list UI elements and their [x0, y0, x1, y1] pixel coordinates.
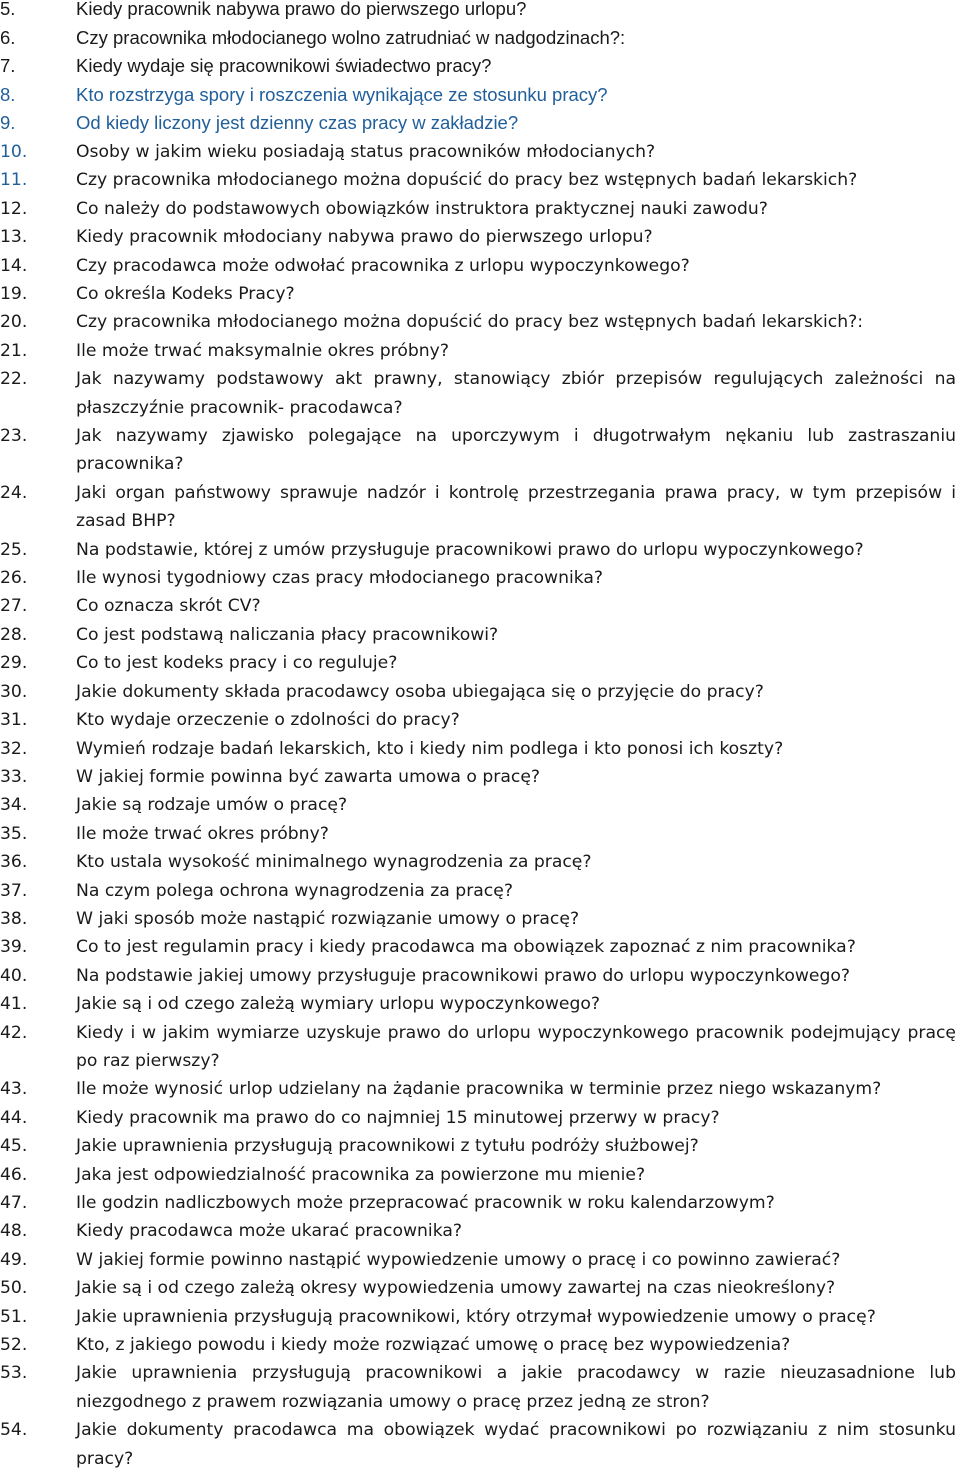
- question-text: Jak nazywamy zjawisko polegające na uporczywym i długotrwałym nękaniu lub zastraszaniu pracownika?: [76, 426, 956, 475]
- item-number: 45.: [0, 1136, 28, 1157]
- question-text: Co to jest kodeks pracy i co reguluje?: [76, 653, 398, 674]
- question-text: Co to jest regulamin pracy i kiedy pracodawca ma obowiązek zapoznać z nim pracownika?: [76, 937, 856, 958]
- question-text: Jakie są rodzaje umów o pracę?: [76, 795, 348, 816]
- list-item: [0, 1132, 956, 1160]
- question-text: Kiedy i w jakim wymiarze uzyskuje prawo do urlopu wypoczynkowego pracownik podejmujący pracę po raz pierwszy?: [76, 1022, 956, 1071]
- question-text: Na podstawie, której z umów przysługuje pracownikowi prawo do urlopu wypoczynkowego?: [76, 539, 864, 560]
- list-item: [0, 138, 956, 166]
- list-item: [0, 820, 956, 848]
- list-item: [0, 1274, 956, 1302]
- item-number: 39.: [0, 937, 28, 958]
- item-number: 52.: [0, 1335, 28, 1356]
- item-number: 49.: [0, 1249, 28, 1270]
- item-number: 54.: [0, 1420, 28, 1441]
- item-number: 38.: [0, 908, 28, 929]
- item-number: 11.: [0, 170, 28, 191]
- question-text: Czy pracodawca może odwołać pracownika z urlopu wypoczynkowego?: [76, 255, 690, 276]
- list-item: [0, 280, 956, 308]
- item-number: 32.: [0, 738, 28, 759]
- question-text: Kiedy pracownik młodociany nabywa prawo do pierwszego urlopu?: [76, 227, 653, 248]
- list-item: [0, 564, 956, 592]
- list-item: [0, 962, 956, 990]
- list-item: [0, 81, 956, 110]
- item-number: 42.: [0, 1022, 28, 1043]
- item-number: 41.: [0, 994, 28, 1015]
- question-text: Na czym polega ochrona wynagrodzenia za pracę?: [76, 880, 513, 901]
- item-number: 53.: [0, 1363, 28, 1384]
- list-item: [0, 52, 956, 81]
- question-text: Kiedy pracodawca może ukarać pracownika?: [76, 1221, 462, 1242]
- question-text: Co oznacza skrót CV?: [76, 596, 261, 617]
- item-number: 35.: [0, 823, 28, 844]
- question-text: Na podstawie jakiej umowy przysługuje pracownikowi prawo do urlopu wypoczynkowego?: [76, 965, 851, 986]
- list-item: [0, 706, 956, 734]
- question-text: Kto, z jakiego powodu i kiedy może rozwiązać umowę o pracę bez wypowiedzenia?: [76, 1335, 791, 1356]
- list-item: [0, 252, 956, 280]
- item-number: 50.: [0, 1278, 28, 1299]
- item-number: 47.: [0, 1193, 28, 1213]
- list-item: [0, 678, 956, 706]
- item-number: 29.: [0, 653, 28, 674]
- item-number: 48.: [0, 1221, 28, 1242]
- question-text: Jakie uprawnienia przysługują pracownikowi z tytułu podróży służbowej?: [76, 1136, 699, 1157]
- question-text: Jakie dokumenty pracodawca ma obowiązek wydać pracownikowi po rozwiązaniu z nim stosunku pracy?: [76, 1420, 956, 1469]
- item-number: 12.: [0, 198, 28, 219]
- item-number: 19.: [0, 284, 28, 304]
- list-item: [0, 1359, 956, 1416]
- question-text: Ile może trwać maksymalnie okres próbny?: [76, 340, 449, 361]
- question-text: Jakie uprawnienia przysługują pracownikowi a jakie pracodawcy w razie nieuzasadnione lub niezgodnego z prawem rozwiązania umowy o pracę przez jedną ze stron?: [76, 1363, 956, 1412]
- list-item: [0, 791, 956, 819]
- item-number: 27.: [0, 596, 28, 617]
- question-text: Co określa Kodeks Pracy?: [76, 284, 295, 304]
- list-item: [0, 479, 956, 536]
- item-number: 46.: [0, 1164, 28, 1185]
- item-number: 43.: [0, 1079, 28, 1100]
- list-item: [0, 1189, 956, 1217]
- list-item: [0, 1161, 956, 1189]
- question-text: Osoby w jakim wieku posiadają status pracowników młodocianych?: [76, 141, 656, 162]
- list-item: [0, 0, 956, 24]
- question-text: Czy pracownika młodocianego wolno zatrudniać w nadgodzinach?:: [76, 26, 626, 48]
- list-item: [0, 621, 956, 649]
- list-item: [0, 848, 956, 876]
- item-number: 5.: [0, 0, 16, 19]
- list-item: [0, 195, 956, 223]
- item-number: 7.: [0, 55, 16, 77]
- list-item: [0, 365, 956, 422]
- list-item: [0, 1217, 956, 1245]
- list-item: [0, 1246, 956, 1274]
- item-number: 10.: [0, 141, 28, 162]
- list-item: [0, 422, 956, 479]
- item-number: 30.: [0, 681, 28, 702]
- item-number: 23.: [0, 426, 28, 447]
- list-item: [0, 1075, 956, 1103]
- item-number: 25.: [0, 539, 28, 560]
- question-text: Ile może wynosić urlop udzielany na żądanie pracownika w terminie przez niego wskazanym?: [76, 1079, 882, 1100]
- question-text: Ile może trwać okres próbny?: [76, 823, 329, 844]
- item-number: 9.: [0, 112, 16, 134]
- question-text: Jakie są i od czego zależą wymiary urlopu wypoczynkowego?: [76, 994, 601, 1015]
- question-text: Co jest podstawą naliczania płacy pracownikowi?: [76, 624, 499, 645]
- item-number: 24.: [0, 482, 28, 503]
- item-number: 13.: [0, 227, 28, 248]
- question-text: Czy pracownika młodocianego można dopuścić do pracy bez wstępnych badań lekarskich?: [76, 170, 858, 191]
- item-number: 8.: [0, 83, 16, 105]
- item-number: 14.: [0, 255, 28, 276]
- list-item: [0, 990, 956, 1018]
- question-text: Kiedy pracownik ma prawo do co najmniej 15 minutowej przerwy w pracy?: [76, 1107, 720, 1128]
- item-number: 26.: [0, 568, 28, 589]
- list-item: [0, 536, 956, 564]
- question-text: W jaki sposób może nastąpić rozwiązanie umowy o pracę?: [76, 908, 580, 929]
- item-number: 44.: [0, 1107, 28, 1128]
- question-text: W jakiej formie powinna być zawarta umowa o pracę?: [76, 766, 541, 787]
- question-text: Czy pracownika młodocianego można dopuścić do pracy bez wstępnych badań lekarskich?:: [76, 312, 864, 333]
- list-item: [0, 592, 956, 620]
- item-number: 33.: [0, 766, 28, 787]
- list-item: [0, 1331, 956, 1359]
- list-item: [0, 905, 956, 933]
- item-number: 20.: [0, 312, 28, 333]
- question-text: Jaki organ państwowy sprawuje nadzór i kontrolę przestrzegania prawa pracy, w tym przepisów i zasad BHP?: [76, 482, 956, 532]
- list-item: [0, 166, 956, 194]
- question-text: Kto wydaje orzeczenie o zdolności do pracy?: [76, 710, 460, 731]
- question-text: Jaka jest odpowiedzialność pracownika za powierzone mu mienie?: [76, 1164, 646, 1185]
- list-item: [0, 1104, 956, 1132]
- question-text: Co należy do podstawowych obowiązków instruktora praktycznej nauki zawodu?: [76, 198, 768, 219]
- item-number: 34.: [0, 795, 28, 816]
- question-text: Od kiedy liczony jest dzienny czas pracy w zakładzie?: [76, 112, 519, 134]
- item-number: 51.: [0, 1306, 28, 1327]
- question-text: Ile godzin nadliczbowych może przepracować pracownik w roku kalendarzowym?: [76, 1193, 775, 1213]
- item-number: 31.: [0, 710, 28, 731]
- list-item: [0, 763, 956, 791]
- list-item: [0, 223, 956, 251]
- question-text: W jakiej formie powinno nastąpić wypowiedzenie umowy o pracę i co powinno zawierać?: [76, 1249, 841, 1270]
- item-number: 40.: [0, 965, 28, 986]
- question-text: Kiedy pracownik nabywa prawo do pierwszego urlopu?: [76, 0, 527, 19]
- list-item: [0, 337, 956, 365]
- question-text: Jakie uprawnienia przysługują pracownikowi, który otrzymał wypowiedzenie umowy o pracę?: [76, 1306, 876, 1327]
- item-number: 37.: [0, 880, 28, 901]
- list-item: [0, 877, 956, 905]
- question-text: Kto ustala wysokość minimalnego wynagrodzenia za pracę?: [76, 852, 592, 873]
- item-number: 21.: [0, 340, 28, 361]
- item-number: 36.: [0, 852, 28, 873]
- question-text: Kto rozstrzyga spory i roszczenia wynikające ze stosunku pracy?: [76, 83, 608, 105]
- list-item: [0, 109, 956, 138]
- list-item: [0, 1303, 956, 1331]
- question-text: Jak nazywamy podstawowy akt prawny, stanowiący zbiór przepisów regulujących zależności na płaszczyźnie pracownik- pracodawca?: [76, 369, 956, 418]
- list-item: [0, 24, 956, 53]
- list-item: [0, 735, 956, 763]
- list-item: [0, 649, 956, 677]
- question-text: Wymień rodzaje badań lekarskich, kto i kiedy nim podlega i kto ponosi ich koszty?: [76, 738, 784, 759]
- list-item: [0, 308, 956, 336]
- list-item: [0, 933, 956, 961]
- list-item: [0, 1416, 956, 1473]
- question-text: Kiedy wydaje się pracownikowi świadectwo pracy?: [76, 55, 492, 77]
- item-number: 22.: [0, 369, 28, 390]
- item-number: 6.: [0, 26, 16, 48]
- item-number: 28.: [0, 624, 28, 645]
- question-text: Ile wynosi tygodniowy czas pracy młodocianego pracownika?: [76, 568, 604, 589]
- question-text: Jakie są i od czego zależą okresy wypowiedzenia umowy zawartej na czas nieokreślony?: [76, 1278, 836, 1299]
- question-text: Jakie dokumenty składa pracodawcy osoba ubiegająca się o przyjęcie do pracy?: [76, 681, 764, 702]
- list-item: [0, 1019, 956, 1076]
